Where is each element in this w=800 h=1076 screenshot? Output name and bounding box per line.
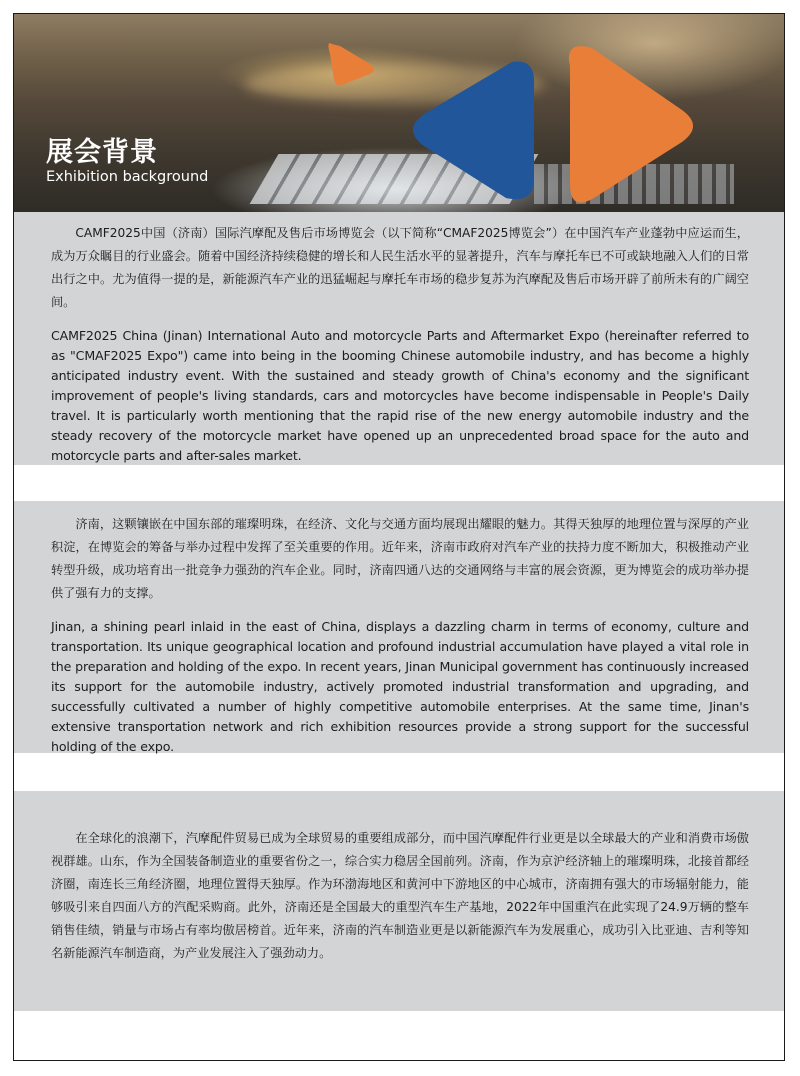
page-frame [13, 13, 785, 1061]
section-2-chinese-text: 济南，这颗镶嵌在中国东部的璀璨明珠，在经济、文化与交通方面均展现出耀眼的魅力。其得天独厚的地理位置与深厚的产业积淀，在博览会的筹备与举办过程中发挥了至关重要的作用。近年来，济南市政府对汽车产业的扶持力度不断加大，积极推动产业转型升级，成功培育出一批竞争力强劲的汽车企业。同时，济南四通八达的交通网络与丰富的展会资源，更为博览会的成功举办提供了强有力的支撑。 [51, 517, 749, 600]
orange-right-arrow-icon [569, 46, 693, 203]
section-1-english-text: CAMF2025 China (Jinan) International Auto and motorcycle Parts and Aftermarket Expo (hereinafter referred to as "CMAF2025 Expo") came into being in the booming Chinese automobile industry, and has become a highly anticipated industry event. With the sustained and steady growth of China's economy and the significant improvement of people's living standards, cars and motorcycles have become indispensable in People's Daily travel. It is particularly worth mentioning that the rapid rise of the new energy automobile industry and the steady recovery of the motorcycle market have opened up an unprecedented broad space for the auto and motorcycle parts and after-sales market. [51, 328, 749, 463]
section-1-chinese-text: CAMF2025中国（济南）国际汽摩配及售后市场博览会（以下简称“CMAF2025博览会”）在中国汽车产业蓬勃中应运而生，成为万众瞩目的行业盛会。随着中国经济持续稳健的增长和人民生活水平的显著提升，汽车与摩托车已不可或缺地融入人们的日常出行之中。尤为值得一提的是，新能源汽车产业的迅猛崛起与摩托车市场的稳步复苏为汽摩配及售后市场开辟了前所未有的广阔空间。 [51, 226, 749, 309]
small-orange-triangle-icon [328, 43, 374, 85]
section-2-english-text: Jinan, a shining pearl inlaid in the east of China, displays a dazzling charm in terms of economy, culture and transportation. Its unique geographical location and profound industrial accumulation have played a vital role in the preparation and holding of the expo. In recent years, Jinan Municipal government has continuously increased its support for the automobile industry, actively promoted industrial transformation and upgrading, and successfully cultivated a number of highly competitive automobile enterprises. At the same time, Jinan's extensive transportation network and rich exhibition resources provide a strong support for the successful holding of the expo. [51, 619, 749, 754]
section-background-intro [14, 212, 785, 465]
section-jinan [14, 501, 785, 753]
page-title: 展会背景 [46, 137, 158, 168]
blue-left-arrow-icon [413, 62, 534, 200]
section-3-chinese-text: 在全球化的浪潮下，汽摩配件贸易已成为全球贸易的重要组成部分，而中国汽摩配件行业更是以全球最大的产业和消费市场傲视群雄。山东，作为全国装备制造业的重要省份之一，综合实力稳居全国前列。济南，作为京沪经济轴上的璀璨明珠，北接首都经济圈，南连长三角经济圈，地理位置得天独厚。作为环渤海地区和黄河中下游地区的中心城市，济南拥有强大的市场辐射能力，能够吸引来自四面八方的汽配采购商。此外，济南还是全国最大的重型汽车生产基地，2022年中国重汽在此实现了24.9万辆的整车销售佳绩，销量与市场占有率均傲居榜首。近年来，济南的汽车制造业更是以新能源汽车为发展重心，成功引入比亚迪、吉利等知名新能源汽车制造商，为产业发展注入了强劲动力。 [51, 831, 749, 960]
hero-banner [14, 14, 785, 212]
page-subtitle: Exhibition background [46, 169, 209, 185]
section-globalization [14, 791, 785, 1011]
